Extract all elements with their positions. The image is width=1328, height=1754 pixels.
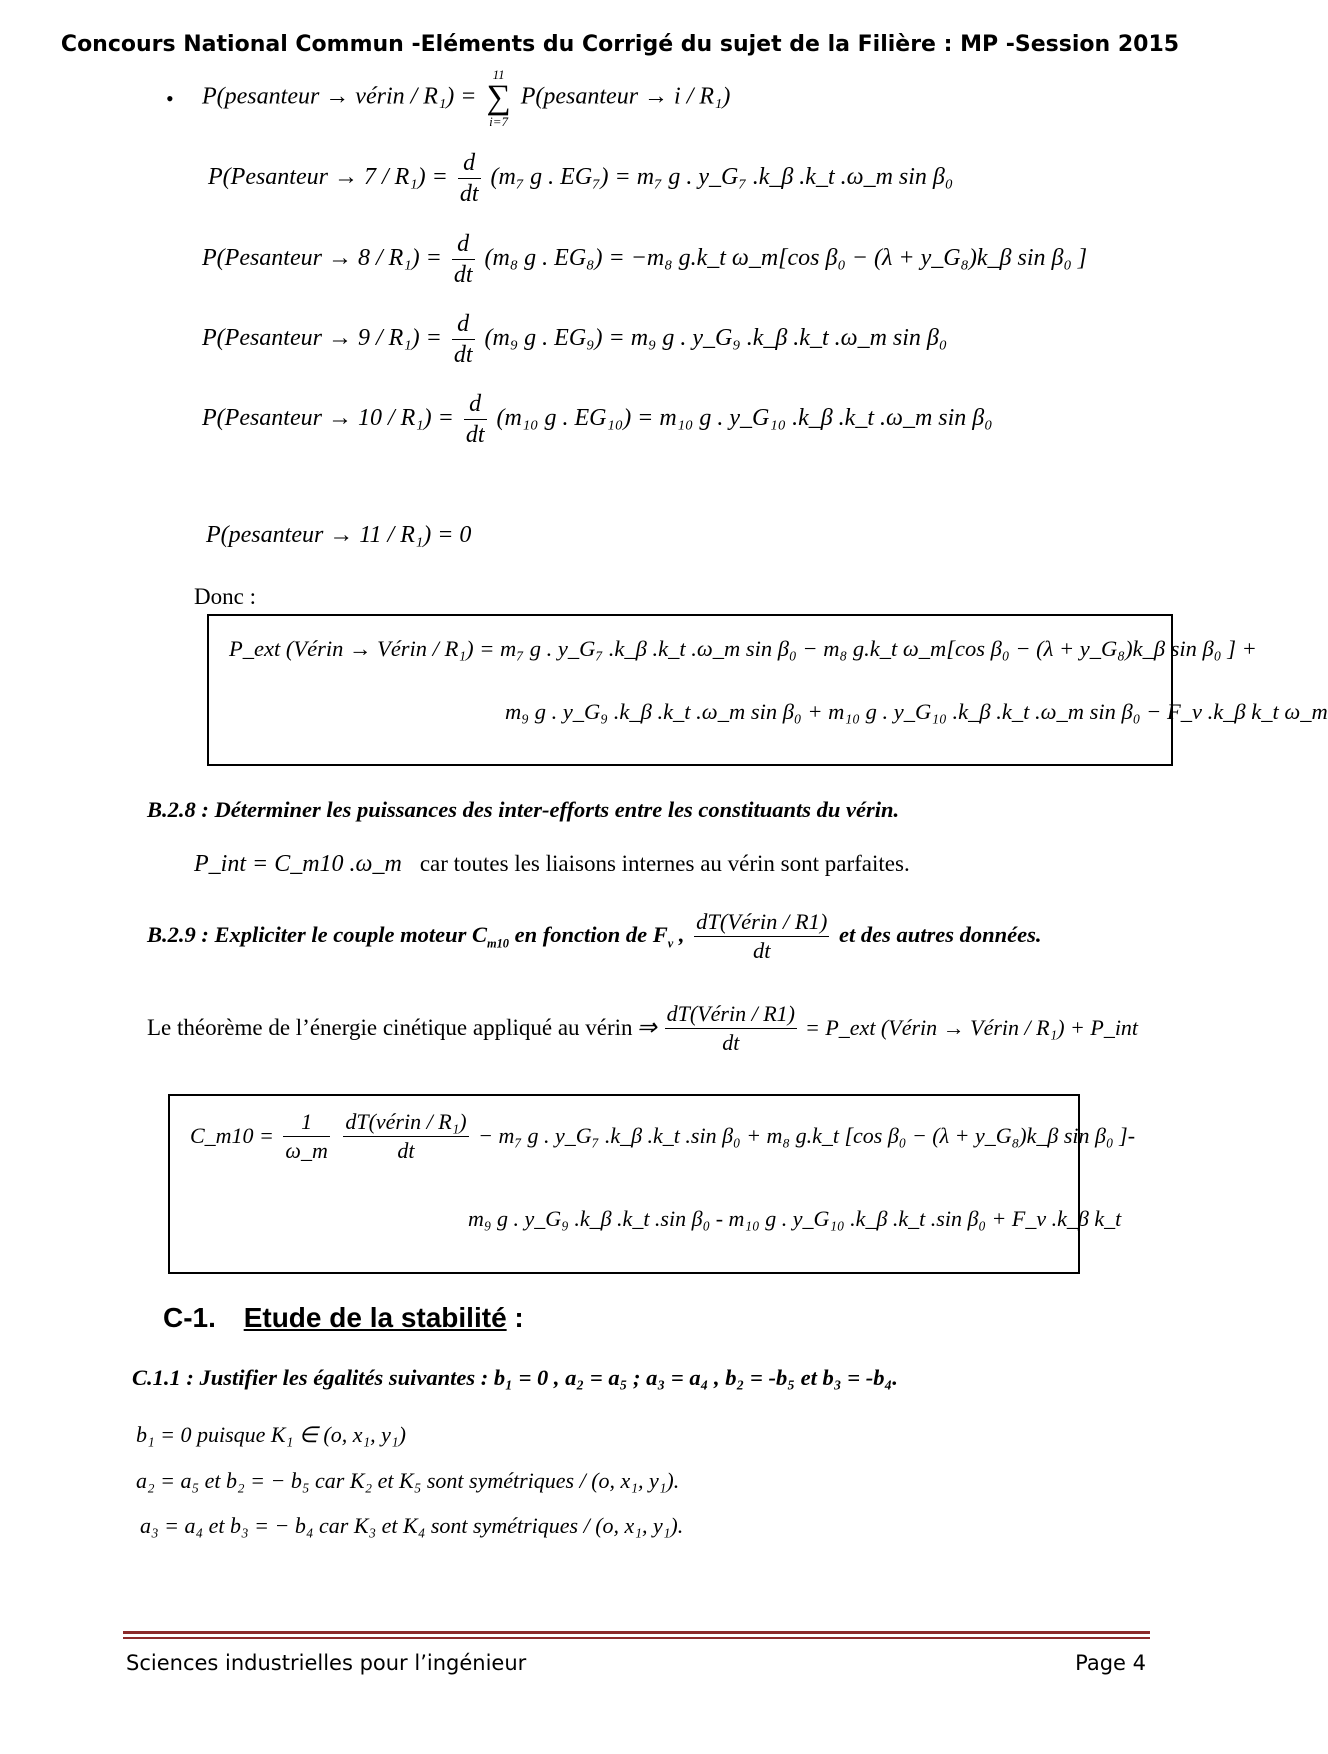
- derivative-fraction: [464, 389, 487, 450]
- section-heading: [163, 1302, 524, 1334]
- cm10-line2: m₉ g . y_G₉ .k_β .k_t .sin β₀ - m₁₀ g . y_G₁₀ .k_β .k_t .sin β₀ + F_v .k_β k_t: [468, 1206, 1122, 1231]
- pint-line: [194, 851, 910, 877]
- frac-num: d: [464, 389, 487, 420]
- frac-den: dt: [722, 1029, 740, 1055]
- cm10-line1: [190, 1108, 1135, 1164]
- frac-den: dt: [465, 422, 485, 448]
- frac-den: dt: [453, 262, 473, 288]
- q-b29-mid: en fonction de F: [508, 921, 668, 947]
- frac-num: d: [452, 309, 475, 340]
- result-box-cm10: [168, 1094, 1136, 1274]
- c11-line-3: a₃ = a₄ et b₃ = − b₄ car K₃ et K₄ sont symétriques / (o, x₁, y₁).: [140, 1513, 684, 1538]
- theorem-arrow: ⇒: [636, 1015, 657, 1041]
- eq-pesanteur-7: [208, 148, 953, 209]
- section-colon: :: [506, 1302, 524, 1333]
- frac-den: ω_m: [285, 1137, 328, 1163]
- pint-text: car toutes les liaisons internes au vérin sont parfaites.: [419, 851, 910, 876]
- q-b29-fraction: [694, 908, 829, 965]
- question-b28: B.2.8 : Déterminer les puissances des inter-efforts entre les constituants du vérin.: [147, 797, 900, 822]
- theorem-line: [147, 1000, 1138, 1056]
- footer-rule-thin: [123, 1637, 1150, 1639]
- eq-lhs: P(Pesanteur → 7 / R₁) =: [208, 164, 448, 191]
- cm10-line1-rest: − m₇ g . y_G₇ .k_β .k_t .sin β₀ + m₈ g.k_t [cos β₀ − (λ + y_G₈)k_β sin β₀ ]-: [478, 1123, 1136, 1148]
- cm10-frac1: [283, 1108, 329, 1164]
- q-b29-sub: m10: [486, 936, 509, 951]
- c11-line-1: b₁ = 0 puisque K₁ ∈ (o, x₁, y₁): [136, 1422, 406, 1447]
- question-b29: [147, 908, 1041, 965]
- frac-num: dT(vérin / R₁): [343, 1108, 468, 1137]
- section-number: C-1.: [163, 1302, 216, 1333]
- donc-label: Donc :: [194, 584, 256, 609]
- derivative-fraction: [452, 309, 475, 370]
- eq-sum-rhs: P(pesanteur → i / R₁): [520, 83, 731, 110]
- eq-rhs: (m₉ g . EG₉) = m₉ g . y_G₉ .k_β .k_t .ω_m sin β₀: [484, 325, 948, 352]
- q-b29-comma: ,: [673, 921, 685, 947]
- eq-lhs: P(Pesanteur → 8 / R₁) =: [202, 245, 442, 272]
- pext-line1: P_ext (Vérin → Vérin / R₁) = m₇ g . y_G₇ .k_β .k_t .ω_m sin β₀ − m₈ g.k_t ω_m[cos β₀ − (λ + y_G₈)k_β sin β₀ ] +: [229, 636, 1257, 661]
- frac-den: dt: [459, 181, 479, 207]
- eq-sum-lhs: P(pesanteur → vérin / R₁) =: [202, 83, 477, 110]
- page-header: Concours National Commun -Eléments du Corrigé du sujet de la Filière : MP -Session 2015: [60, 32, 1180, 57]
- theorem-text: Le théorème de l’énergie cinétique appliqué au vérin: [147, 1015, 633, 1040]
- frac-den: dt: [752, 938, 771, 964]
- eq-lhs: P(Pesanteur → 10 / R₁) =: [202, 405, 454, 432]
- eq-pesanteur-9: [202, 309, 947, 370]
- question-c11: C.1.1 : Justifier les égalités suivantes : b₁ = 0 , a₂ = a₅ ; a₃ = a₄ , b₂ = -b₅ et b₃ = -b₄.: [132, 1365, 898, 1390]
- footer-page-number: Page 4: [1075, 1651, 1146, 1675]
- frac-den: dt: [397, 1137, 415, 1163]
- eq-lhs: P(Pesanteur → 9 / R₁) =: [202, 325, 442, 352]
- sum-upper: 11: [492, 67, 505, 82]
- eq-rhs: (m₁₀ g . EG₁₀) = m₁₀ g . y_G₁₀ .k_β .k_t .ω_m sin β₀: [496, 405, 993, 432]
- q-b29-before: B.2.9 : Expliciter le couple moteur C: [147, 921, 487, 947]
- cm10-frac2: [343, 1108, 468, 1164]
- c11-line-2: a₂ = a₅ et b₂ = − b₅ car K₂ et K₅ sont symétriques / (o, x₁, y₁).: [136, 1468, 680, 1493]
- theorem-fraction: [665, 1000, 797, 1056]
- pext-line2: m₉ g . y_G₉ .k_β .k_t .ω_m sin β₀ + m₁₀ g . y_G₁₀ .k_β .k_t .ω_m sin β₀ − F_v .k_β k_t ω_m: [505, 699, 1328, 724]
- q-b29-after: et des autres données.: [838, 921, 1042, 947]
- footer-left: Sciences industrielles pour l’ingénieur: [126, 1651, 527, 1675]
- eq-pesanteur-8: [202, 229, 1087, 290]
- eq-sum: [202, 68, 730, 128]
- cm10-lhs: C_m10 =: [190, 1123, 274, 1148]
- q-b29-sub2: v: [667, 936, 674, 951]
- derivative-fraction: [452, 229, 475, 290]
- sum-operator: [486, 68, 510, 128]
- sum-lower: i=7: [489, 114, 509, 129]
- section-title: Etude de la stabilité: [243, 1302, 507, 1333]
- frac-den: dt: [453, 342, 473, 368]
- footer-rule: [123, 1631, 1150, 1634]
- frac-num: d: [452, 229, 475, 260]
- result-box-pext: [207, 614, 1328, 766]
- sum-sigma: ∑: [486, 79, 511, 116]
- frac-num: 1: [283, 1108, 329, 1137]
- eq-rhs: (m₇ g . EG₇) = m₇ g . y_G₇ .k_β .k_t .ω_m sin β₀: [490, 164, 954, 191]
- eq-pesanteur-10: [202, 389, 993, 450]
- frac-num: d: [458, 148, 481, 179]
- frac-num: dT(Vérin / R1): [665, 1000, 797, 1029]
- pint-eq: P_int = C_m10 .ω_m: [194, 851, 402, 877]
- eq-pesanteur-11: P(pesanteur → 11 / R₁) = 0: [206, 522, 472, 548]
- eq-rhs: (m₈ g . EG₈) = −m₈ g.k_t ω_m[cos β₀ − (λ + y_G₈)k_β sin β₀ ]: [484, 245, 1088, 272]
- theorem-rhs: = P_ext (Vérin → Vérin / R₁) + P_int: [805, 1015, 1139, 1040]
- bullet: •: [166, 86, 174, 111]
- frac-num: dT(Vérin / R1): [694, 908, 829, 937]
- derivative-fraction: [458, 148, 481, 209]
